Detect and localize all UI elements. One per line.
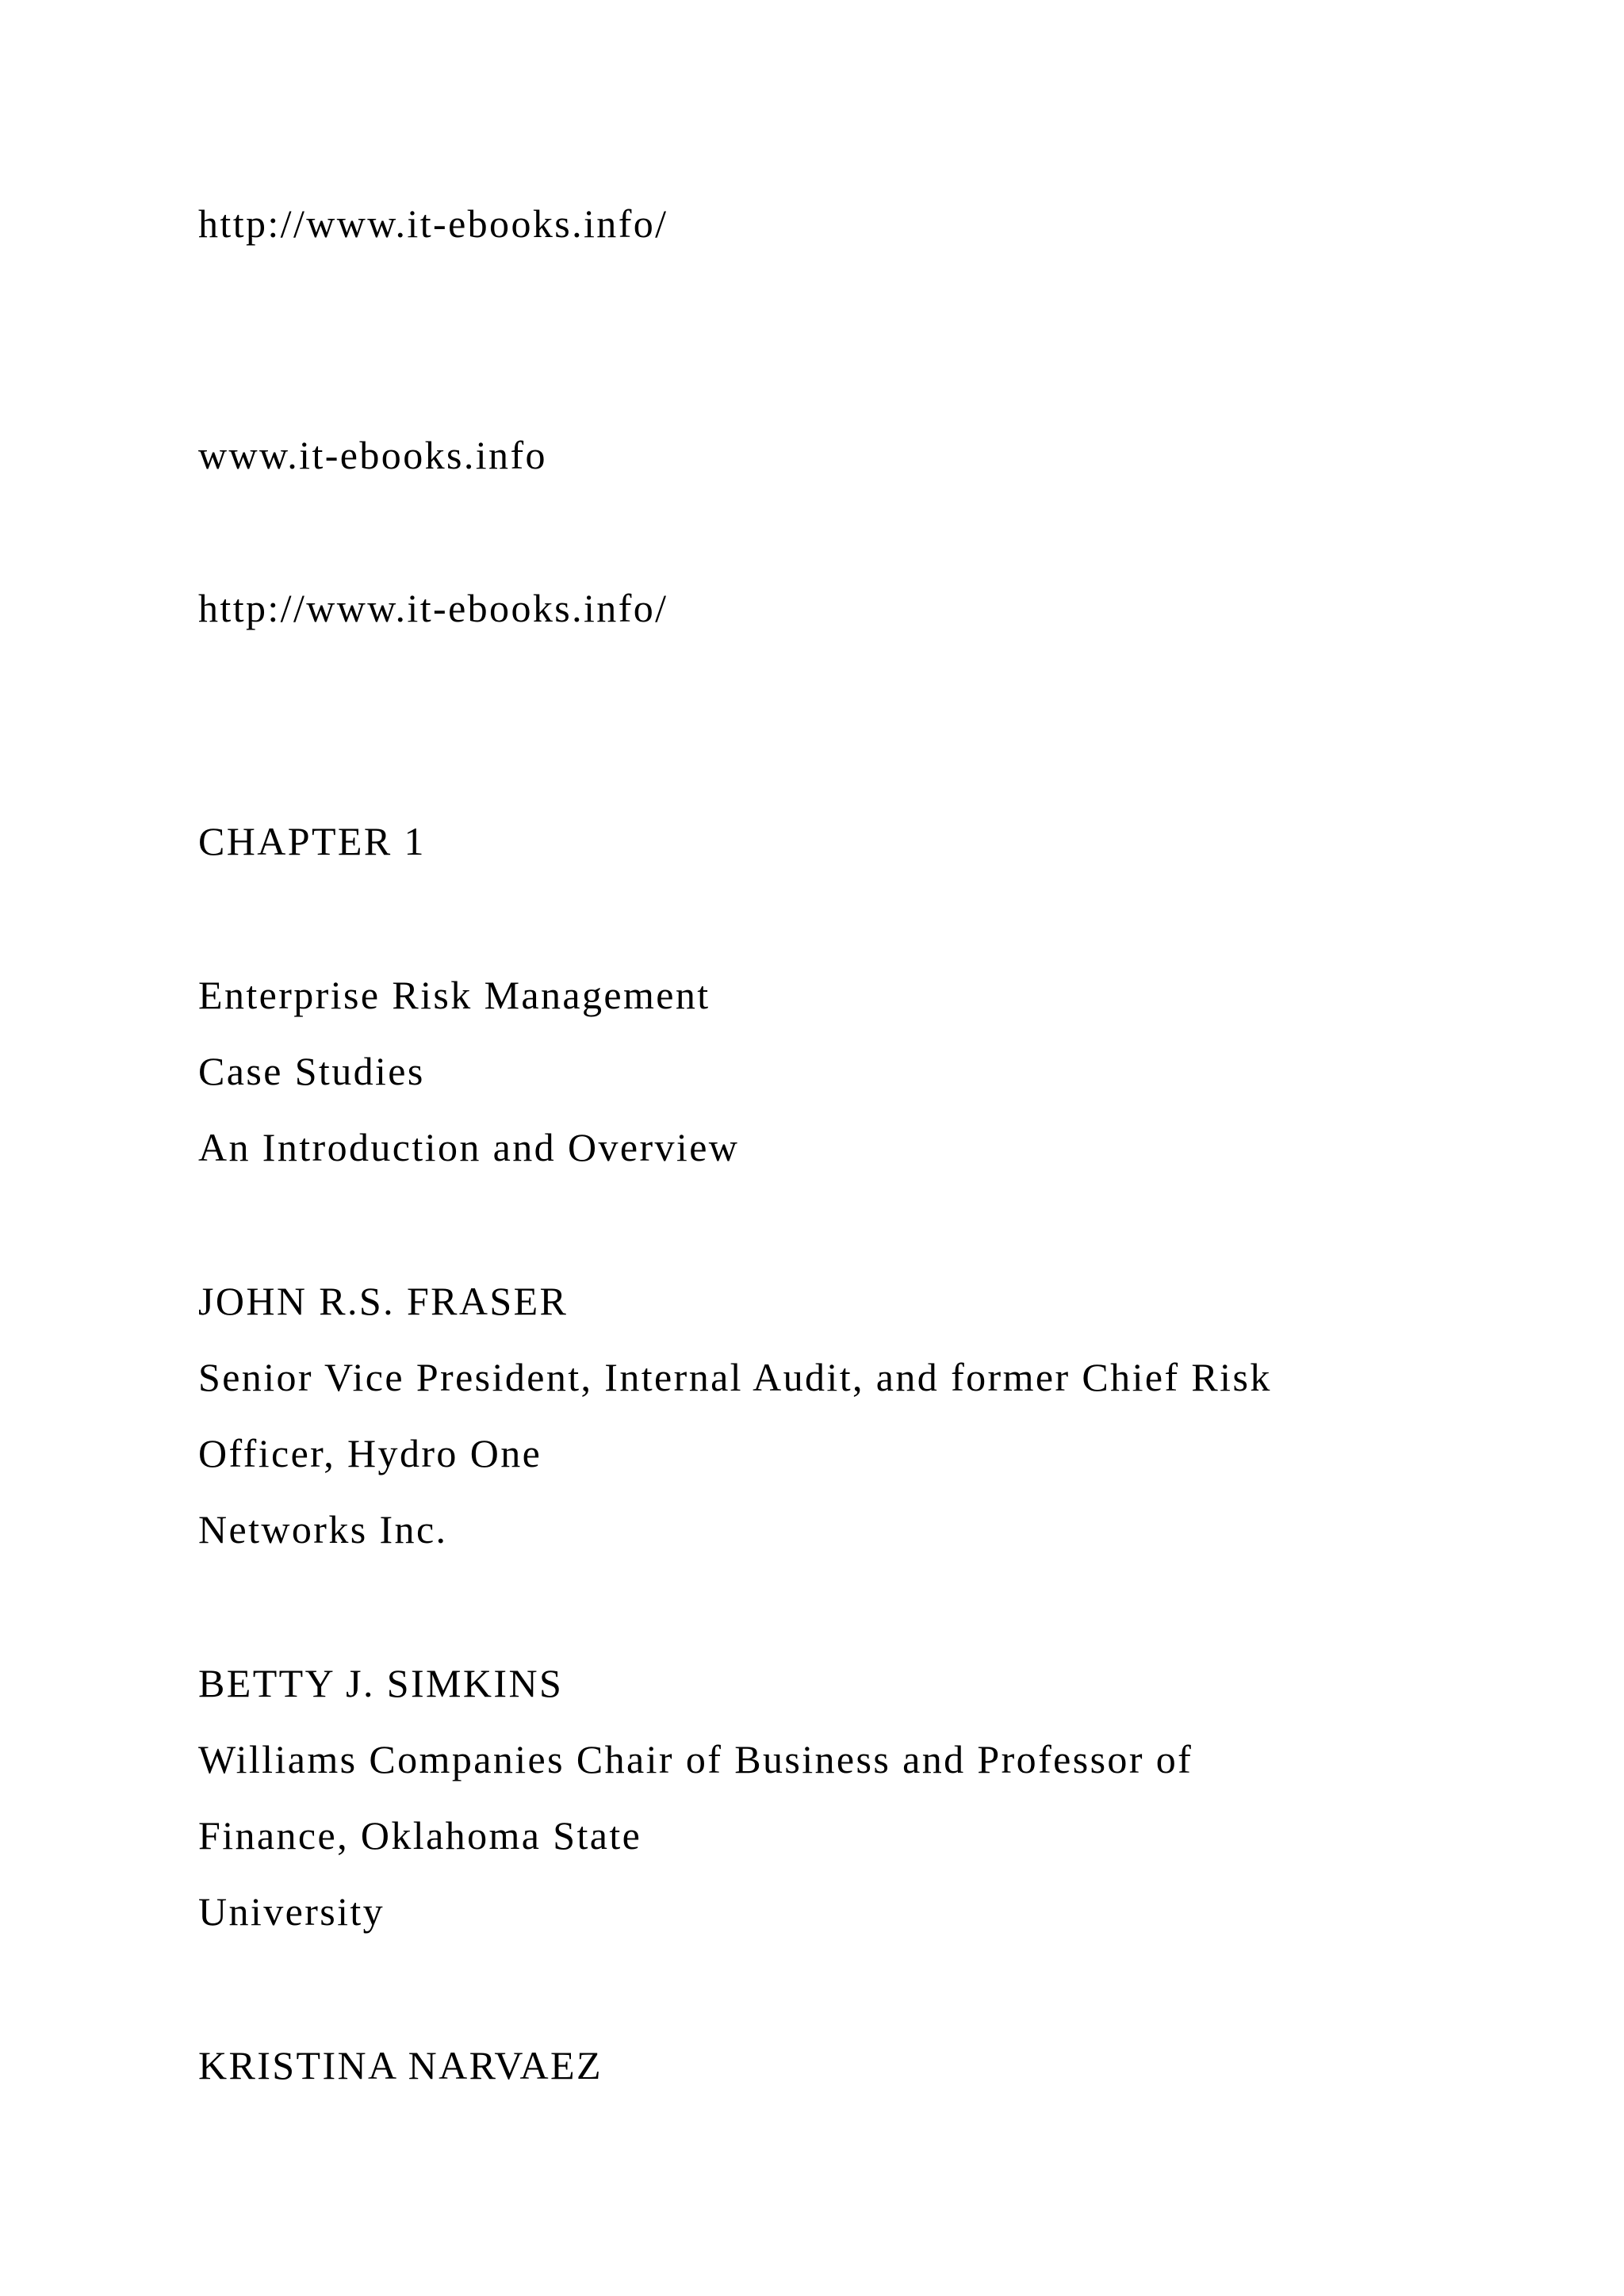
source-url[interactable]: http://www.it-ebooks.info/ <box>198 586 668 630</box>
author-name: BETTY J. SIMKINS <box>198 1661 564 1705</box>
author-affiliation-line: Officer, Hydro One <box>198 1431 542 1475</box>
author-name: KRISTINA NARVAEZ <box>198 2043 603 2087</box>
author-affiliation-line: University <box>198 1889 385 1934</box>
author-affiliation-line: Williams Companies Chair of Business and Professor of <box>198 1737 1193 1781</box>
chapter-label: CHAPTER 1 <box>198 819 426 863</box>
chapter-title-line: Enterprise Risk Management <box>198 973 710 1017</box>
author-affiliation-line: Senior Vice President, Internal Audit, and former Chief Risk <box>198 1355 1272 1399</box>
source-url[interactable]: http://www.it-ebooks.info/ <box>198 201 668 246</box>
author-affiliation-line: Finance, Oklahoma State <box>198 1813 642 1858</box>
author-name: JOHN R.S. FRASER <box>198 1279 569 1323</box>
watermark-url: www.it-ebooks.info <box>198 433 547 477</box>
chapter-title-line: Case Studies <box>198 1049 425 1093</box>
author-affiliation-line: Networks Inc. <box>198 1507 448 1552</box>
chapter-title-line: An Introduction and Overview <box>198 1125 740 1169</box>
